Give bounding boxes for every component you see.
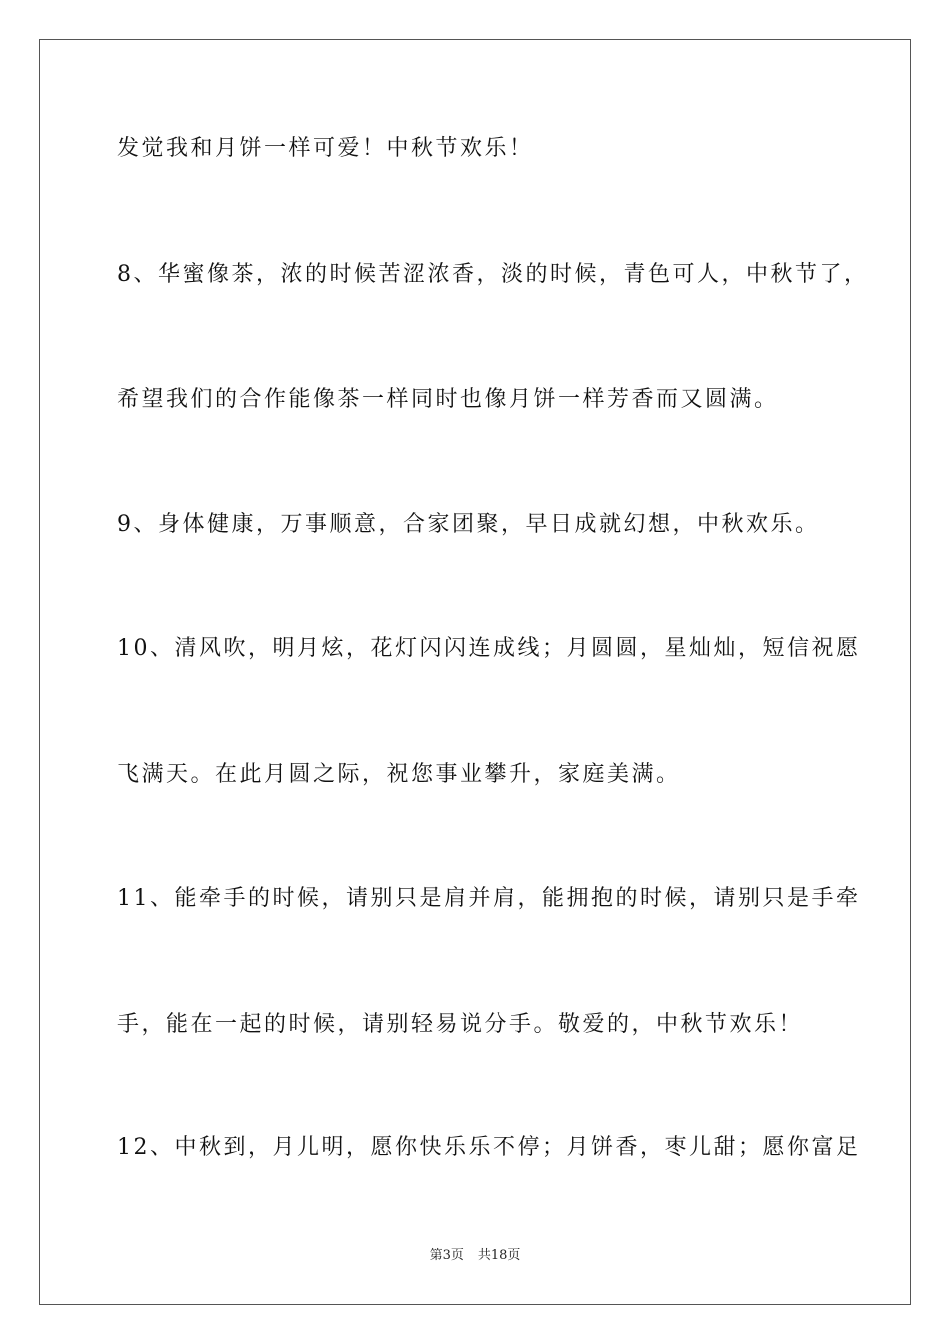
text-line-9: 12、中秋到，月儿明，愿你快乐乐不停；月饼香，枣儿甜；愿你富足 [117,1135,861,1160]
text-line-4: 9、身体健康，万事顺意，合家团聚，早日成就幻想，中秋欢乐。 [117,512,820,537]
page-number: 第3页 [429,1248,464,1263]
page-border [39,39,911,1305]
text-line-2: 8、华蜜像茶，浓的时候苦涩浓香，淡的时候，青色可人，中秋节了， [117,262,869,287]
text-line-7: 11、能牵手的时候，请别只是肩并肩，能拥抱的时候，请别只是手牵 [117,886,861,911]
text-line-8: 手，能在一起的时候，请别轻易说分手。敬爱的，中秋节欢乐！ [117,1012,804,1037]
page-footer [0,1247,950,1265]
text-line-5: 10、清风吹，明月炫，花灯闪闪连成线；月圆圆，星灿灿，短信祝愿 [117,636,861,661]
text-line-3: 希望我们的合作能像茶一样同时也像月饼一样芳香而又圆满。 [117,387,779,412]
total-pages: 共18页 [477,1248,521,1263]
text-line-1: 发觉我和月饼一样可爱！中秋节欢乐！ [117,136,534,161]
text-line-6: 飞满天。在此月圆之际，祝您事业攀升，家庭美满。 [117,762,681,787]
